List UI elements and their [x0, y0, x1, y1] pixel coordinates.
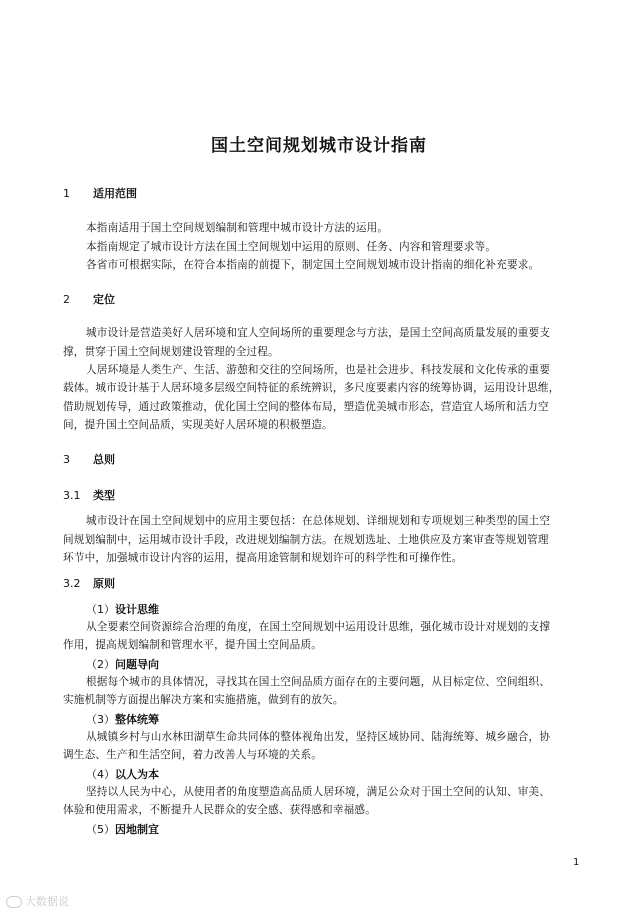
- paragraph-line: 体验和使用需求，不断提升人民群众的安全感、获得感和幸福感。: [63, 804, 377, 816]
- principle-heading: [86, 601, 159, 617]
- principle-title: 整体统筹: [115, 713, 159, 726]
- section-title: 适用范围: [93, 187, 137, 200]
- subsection-3-2-heading: [63, 575, 115, 591]
- section-title: 总则: [93, 453, 115, 466]
- watermark: [6, 893, 69, 909]
- principle-heading: [86, 656, 159, 672]
- section-3-heading: [63, 451, 115, 467]
- principle-heading: [86, 821, 159, 837]
- section-2-heading: [63, 291, 115, 307]
- page-number: 1: [573, 857, 580, 868]
- principle-heading: [86, 711, 159, 727]
- paragraph-line: 根据每个城市的具体情况，寻找其在国土空间品质方面存在的主要问题，从目标定位、空间组织、: [86, 676, 551, 688]
- principle-title: 问题导向: [115, 658, 159, 671]
- section-number: 3: [63, 453, 70, 466]
- principle-title: 设计思维: [115, 603, 159, 616]
- paragraph-line: 各省市可根据实际，在符合本指南的前提下，制定国土空间规划城市设计指南的细化补充要求。: [86, 259, 540, 271]
- paragraph-line: 间规划编制中，运用城市设计手段，改进规划编制方法。在规划选址、土地供应及方案审查等规划管理: [63, 534, 549, 546]
- paragraph-line: 间，提升国土空间品质，实现美好人居环境的积极塑造。: [63, 419, 333, 431]
- paragraph-line: 人居环境是人类生产、生活、游憩和交往的空间场所，也是社会进步、科技发展和文化传承的重要: [86, 364, 551, 376]
- paragraph-line: 本指南适用于国土空间规划编制和管理中城市设计方法的运用。: [86, 222, 389, 234]
- section-number: 3.1: [63, 489, 81, 502]
- paragraph-line: 从全要素空间资源综合治理的角度，在国土空间规划中运用设计思维，强化城市设计对规划的支撑: [86, 621, 551, 633]
- principle-number: （1）: [86, 603, 115, 616]
- watermark-text: 大数据说: [25, 895, 69, 908]
- principle-title: 因地制宜: [115, 823, 159, 836]
- section-number: 3.2: [63, 577, 81, 590]
- principle-number: （2）: [86, 658, 115, 671]
- principle-number: （4）: [86, 768, 115, 781]
- principle-number: （3）: [86, 713, 115, 726]
- principle-heading: [86, 766, 159, 782]
- section-title: 类型: [93, 489, 115, 502]
- paragraph-line: 调生态、生产和生活空间，着力改善人与环境的关系。: [63, 749, 323, 761]
- section-number: 1: [63, 187, 70, 200]
- section-title: 定位: [93, 293, 115, 306]
- paragraph-line: 撑，贯穿于国土空间规划建设管理的全过程。: [63, 346, 279, 358]
- paragraph-line: 城市设计是营造美好人居环境和宜人空间场所的重要理念与方法，是国土空间高质量发展的重要支: [86, 327, 551, 339]
- paragraph-line: 本指南规定了城市设计方法在国土空间规划中运用的原则、任务、内容和管理要求等。: [86, 241, 497, 253]
- paragraph-line: 城市设计在国土空间规划中的应用主要包括：在总体规划、详细规划和专项规划三种类型的国土空: [86, 515, 551, 527]
- section-1-heading: [63, 185, 137, 201]
- section-number: 2: [63, 293, 70, 306]
- paragraph-line: 坚持以人民为中心，从使用者的角度塑造高品质人居环境，满足公众对于国土空间的认知、审美、: [86, 786, 551, 798]
- subsection-3-1-heading: [63, 487, 115, 503]
- paragraph-line: 从城镇乡村与山水林田湖草生命共同体的整体视角出发，坚持区域协同、陆海统筹、城乡融合，协: [86, 731, 551, 743]
- section-title: 原则: [93, 577, 115, 590]
- principle-number: （5）: [86, 823, 115, 836]
- paragraph-line: 作用，提高规划编制和管理水平，提升国土空间品质。: [63, 639, 323, 651]
- paragraph-line: 借助规划传导，通过政策推动，优化国土空间的整体布局，塑造优美城市形态，营造宜人场所和活力空: [63, 401, 549, 413]
- watermark-logo-icon: [6, 896, 22, 908]
- paragraph-line: 实施机制等方面提出解决方案和实施措施，做到有的放矢。: [63, 694, 344, 706]
- paragraph-line: 载体。城市设计基于人居环境多层级空间特征的系统辨识，多尺度要素内容的统筹协调，运用设计思维，: [63, 382, 560, 394]
- principle-title: 以人为本: [115, 768, 159, 781]
- paragraph-line: 环节中，加强城市设计内容的运用，提高用途管制和规划许可的科学性和可操作性。: [63, 552, 463, 564]
- document-title: 国土空间规划城市设计指南: [211, 136, 427, 156]
